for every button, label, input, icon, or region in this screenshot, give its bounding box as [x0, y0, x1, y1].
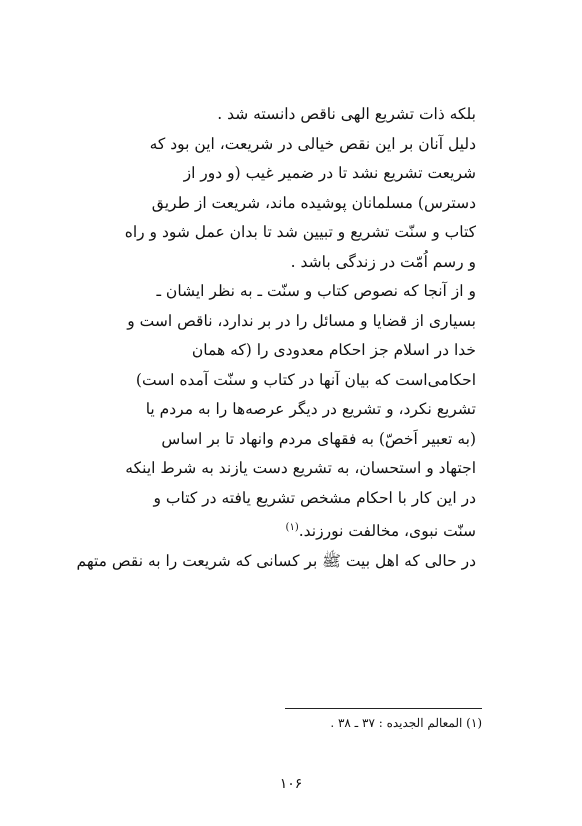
text-line: و رسم اُمّت در زندگی باشد .	[290, 252, 476, 271]
text-line: بسیاری از قضایا و مسائل را در بر ندارد، ناقص است و	[127, 311, 476, 330]
text-line: شریعت تشریع نشد تا در ضمیر غیب (و دور از	[183, 164, 476, 182]
text-line: خدا در اسلام جز احکام معدودی را (که همان	[191, 341, 476, 359]
text-line-with-footnote-ref	[104, 513, 476, 543]
footnote: (۱) المعالم الجدیده : ۳۷ ـ ۳۸ .	[330, 716, 482, 730]
text-line: (به تعبیر اَخصّ) به فقهای مردم وانهاد تا بر اساس	[161, 429, 476, 448]
text-line: اجتهاد و استحسان، به تشریع دست یازند به شرط اینکه	[125, 459, 476, 477]
text-line: تشریع نکرد، و تشریع در دیگر عرصه‌ها را به مردم یا	[145, 400, 476, 418]
footnote-divider	[285, 708, 482, 709]
text-line: بلکه ذات تشریع الهی ناقص دانسته شد .	[217, 105, 476, 123]
text-line: دسترس) مسلمانان پوشیده ماند، شریعت از طریق	[151, 193, 476, 212]
text-line: سنّت نبوی، مخالفت نورزند.	[298, 522, 476, 541]
footnote-reference[interactable]: (۱)	[285, 522, 299, 533]
text-line: در این کار با احکام مشخص تشریع یافته در کتاب و	[153, 488, 476, 507]
page-number: ۱۰۶	[279, 776, 303, 792]
text-line: احکامی‌است که بیان آنها در کتاب و سنّت آمده است)	[135, 370, 476, 389]
body-text	[76, 100, 476, 576]
text-line: و از آنجا که نصوص کتاب و سنّت ـ به نظر ایشان ـ	[156, 282, 476, 300]
text-line: در حالی که اهل بیت ﷺ بر کسانی که شریعت را به نقص متهم	[76, 551, 476, 570]
text-line: دلیل آنان بر این نقص خیالی در شریعت، این بود که	[149, 134, 476, 153]
text-line: کتاب و سنّت تشریع و تبیین شد تا بدان عمل شود و راه	[124, 223, 476, 241]
